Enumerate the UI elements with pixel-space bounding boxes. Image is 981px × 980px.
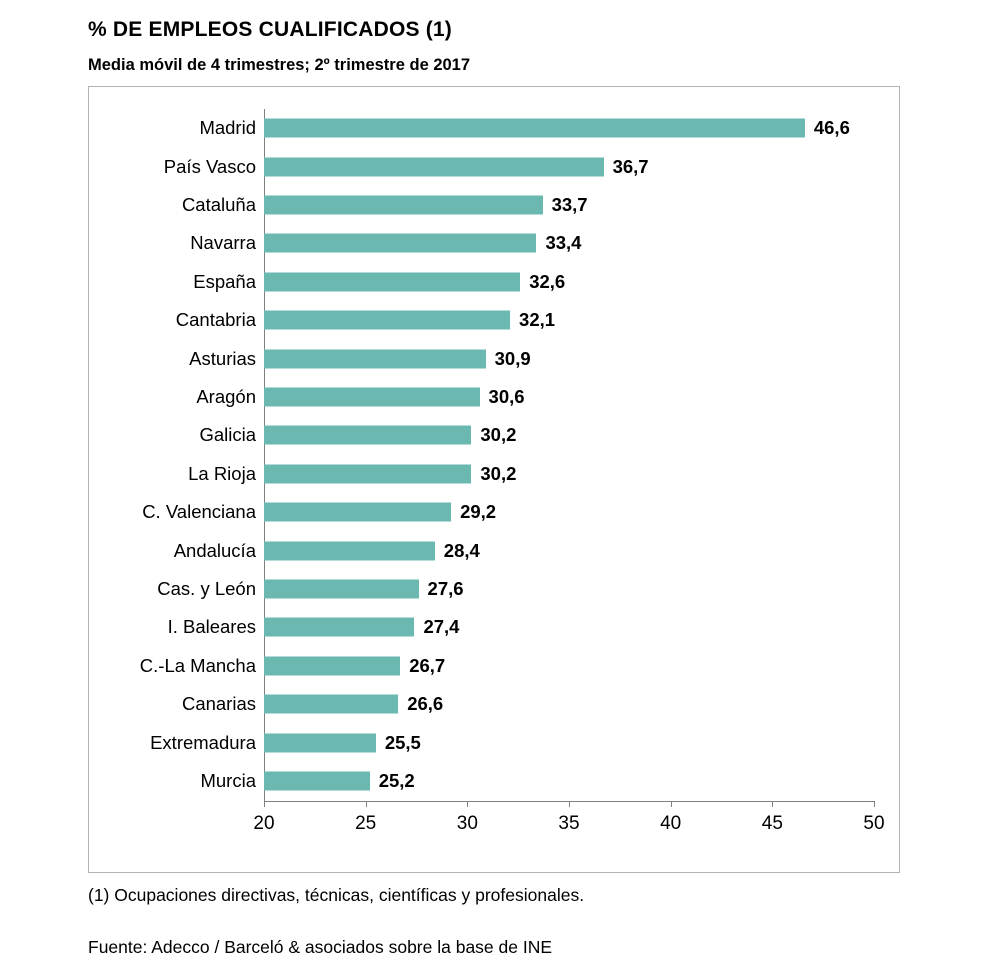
chart-row bbox=[89, 647, 901, 685]
category-label: Extremadura bbox=[150, 731, 256, 753]
bar-value-label: 36,7 bbox=[612, 155, 649, 177]
x-tick-label: 25 bbox=[355, 813, 377, 834]
bar-value-label: 27,6 bbox=[427, 577, 464, 599]
chart-row bbox=[89, 339, 901, 377]
bar bbox=[264, 464, 471, 483]
bar bbox=[264, 234, 536, 253]
bar bbox=[264, 503, 451, 522]
bar-value-label: 30,9 bbox=[494, 347, 531, 369]
category-label: C. Valenciana bbox=[142, 501, 256, 523]
x-tick-mark bbox=[772, 801, 773, 807]
category-label: España bbox=[193, 270, 256, 292]
bar-value-label: 32,1 bbox=[519, 309, 556, 331]
x-tick-mark bbox=[874, 801, 875, 807]
bar bbox=[264, 541, 435, 560]
chart-row bbox=[89, 723, 901, 761]
footnote: (1) Ocupaciones directivas, técnicas, científicas y profesionales. bbox=[88, 885, 585, 905]
category-label: Navarra bbox=[190, 232, 256, 254]
chart-row bbox=[89, 224, 901, 262]
category-label: C.-La Mancha bbox=[139, 654, 256, 676]
bar bbox=[264, 387, 480, 406]
bar-value-label: 26,7 bbox=[409, 654, 446, 676]
chart-area bbox=[89, 87, 901, 874]
category-label: I. Baleares bbox=[167, 616, 256, 638]
bar bbox=[264, 119, 805, 138]
chart-row bbox=[89, 455, 901, 493]
chart-row bbox=[89, 263, 901, 301]
bar bbox=[264, 195, 543, 214]
bar-value-label: 29,2 bbox=[460, 501, 497, 523]
category-label: Cataluña bbox=[181, 193, 256, 215]
x-tick-label: 45 bbox=[761, 813, 783, 834]
chart-row bbox=[89, 147, 901, 185]
bar-value-label: 46,6 bbox=[813, 117, 850, 139]
bar bbox=[264, 426, 471, 445]
bar bbox=[264, 618, 414, 637]
chart-row bbox=[89, 416, 901, 454]
category-label: País Vasco bbox=[163, 155, 256, 177]
category-label: Murcia bbox=[200, 769, 256, 791]
bar-value-label: 27,4 bbox=[423, 616, 460, 638]
x-tick-label: 20 bbox=[253, 813, 275, 834]
chart-row bbox=[89, 570, 901, 608]
bar-value-label: 26,6 bbox=[407, 693, 444, 715]
page-subtitle: Media móvil de 4 trimestres; 2º trimestre de 2017 bbox=[88, 56, 471, 74]
category-label: Aragón bbox=[196, 385, 256, 407]
x-tick-mark bbox=[366, 801, 367, 807]
category-label: Cas. y León bbox=[157, 577, 256, 599]
x-tick-mark bbox=[569, 801, 570, 807]
chart-row bbox=[89, 378, 901, 416]
bar bbox=[264, 349, 486, 368]
bar bbox=[264, 311, 510, 330]
x-tick-label: 35 bbox=[558, 813, 580, 834]
category-label: Canarias bbox=[181, 693, 256, 715]
bar-value-label: 32,6 bbox=[529, 270, 566, 292]
x-tick-mark bbox=[467, 801, 468, 807]
category-label: Andalucía bbox=[173, 539, 256, 561]
x-tick-label: 40 bbox=[660, 813, 682, 834]
x-tick-label: 50 bbox=[863, 813, 885, 834]
x-tick-mark bbox=[671, 801, 672, 807]
bar-value-label: 30,6 bbox=[488, 385, 525, 407]
chart-row bbox=[89, 685, 901, 723]
bar bbox=[264, 656, 400, 675]
category-label: Galicia bbox=[199, 424, 256, 446]
plot-frame bbox=[88, 86, 900, 873]
bar bbox=[264, 733, 376, 752]
category-label: Asturias bbox=[189, 347, 256, 369]
bar-value-label: 33,4 bbox=[545, 232, 582, 254]
chart-row bbox=[89, 186, 901, 224]
bar bbox=[264, 579, 419, 598]
chart-row bbox=[89, 109, 901, 147]
bar-value-label: 25,5 bbox=[384, 731, 421, 753]
chart-row bbox=[89, 493, 901, 531]
bar-value-label: 28,4 bbox=[443, 539, 480, 561]
bar-value-label: 30,2 bbox=[480, 424, 517, 446]
chart-row bbox=[89, 301, 901, 339]
category-label: Madrid bbox=[199, 117, 256, 139]
bar-value-label: 25,2 bbox=[378, 769, 415, 791]
chart-row bbox=[89, 762, 901, 800]
bar-value-label: 30,2 bbox=[480, 462, 517, 484]
x-tick-mark bbox=[264, 801, 265, 807]
bar bbox=[264, 695, 398, 714]
bar bbox=[264, 771, 370, 790]
chart-row bbox=[89, 608, 901, 646]
source-note: Fuente: Adecco / Barceló & asociados sobre la base de INE bbox=[88, 937, 553, 957]
x-tick-label: 30 bbox=[456, 813, 478, 834]
category-label: Cantabria bbox=[175, 309, 256, 331]
page-title: % DE EMPLEOS CUALIFICADOS (1) bbox=[88, 18, 452, 41]
category-label: La Rioja bbox=[188, 462, 256, 484]
bar-value-label: 33,7 bbox=[551, 193, 588, 215]
bar bbox=[264, 157, 604, 176]
bar bbox=[264, 272, 520, 291]
chart-row bbox=[89, 531, 901, 569]
